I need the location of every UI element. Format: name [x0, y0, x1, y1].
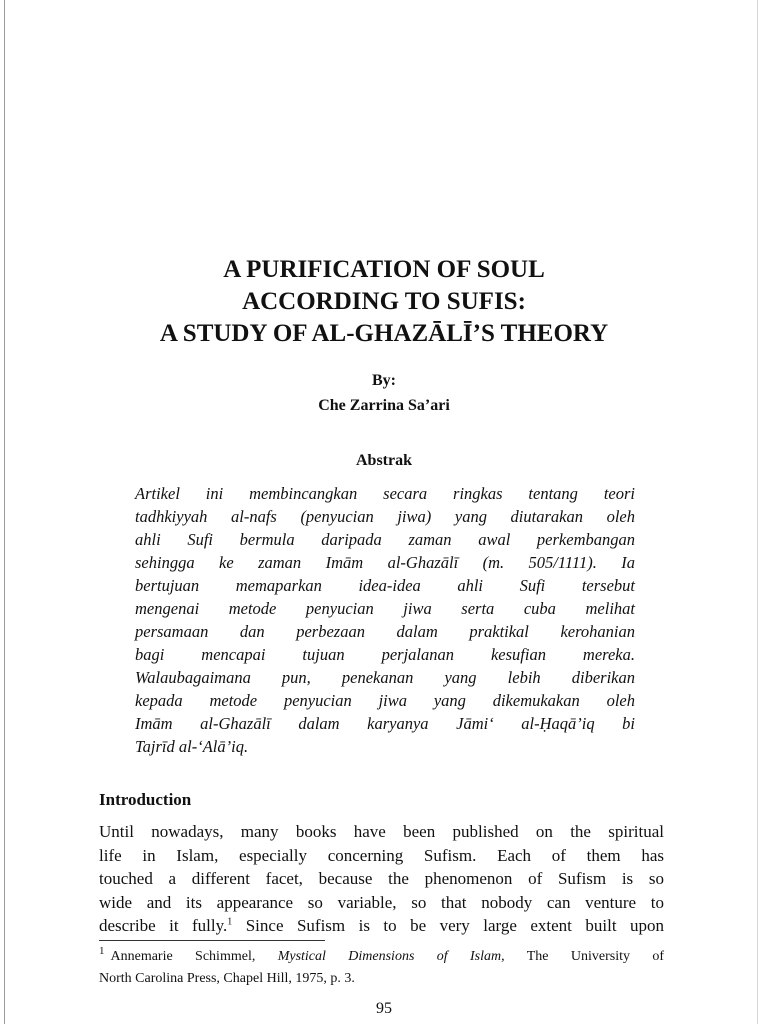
title-line: A STUDY OF AL-GHAZĀLĪ’S THEORY: [159, 320, 609, 347]
intro-line: Until nowadays, many books have been published on the spiritual: [99, 822, 664, 841]
abstract-line: mengenai metode penyucian jiwa serta cuba melihat: [135, 599, 635, 618]
abstract-line: bagi mencapai tujuan perjalanan kesufian mereka.: [135, 645, 635, 664]
abstract-line: tadhkiyyah al-nafs (penyucian jiwa) yang diutarakan oleh: [135, 507, 635, 526]
abstract-body: [135, 482, 635, 758]
abstract-line: Artikel ini membincangkan secara ringkas tentang teori: [135, 484, 635, 503]
footnote-line: North Carolina Press, Chapel Hill, 1975, p. 3.: [99, 971, 355, 986]
intro-line: wide and its appearance so variable, so that nobody can venture to: [99, 892, 664, 912]
footnote-book-title: Mystical Dimensions of Islam: [277, 949, 502, 964]
abstract-line: sehingga ke zaman Imām al-Ghazālī (m. 505/1111). Ia: [135, 553, 635, 572]
footnote-author: Annemarie Schimmel,: [110, 949, 278, 964]
footnote-publisher: , The University of: [501, 949, 664, 964]
intro-line-text: Since Sufism is to be very large extent built upon: [232, 916, 664, 935]
intro-line: touched a different facet, because the phenomenon of Sufism is so: [99, 869, 664, 888]
abstract-line: ahli Sufi bermula daripada zaman awal perkembangan: [135, 530, 635, 549]
abstract-heading: Abstrak: [355, 452, 412, 469]
article-title: [0, 254, 768, 350]
page-edge-left: [4, 0, 5, 1024]
abstract-line: persamaan dan perbezaan dalam praktikal kerohanian: [135, 622, 635, 641]
abstract-line: Walaubagaimana pun, penekanan yang lebih diberikan: [135, 668, 635, 687]
footnote: [99, 946, 664, 990]
page-edge-right: [757, 0, 758, 1024]
abstract-line: Tajrīd al-‘Alā’iq.: [135, 737, 249, 756]
by-label: By:: [372, 372, 396, 389]
introduction-body: [99, 820, 664, 938]
footnote-marker: 1: [99, 945, 105, 958]
title-line: A PURIFICATION OF SOUL: [223, 256, 545, 283]
intro-line: [99, 914, 664, 938]
introduction-heading: Introduction: [99, 790, 192, 809]
footnote-divider: [99, 940, 325, 941]
intro-line: life in Islam, especially concerning Sufism. Each of them has: [99, 845, 664, 865]
intro-line-text: describe it fully.: [99, 916, 228, 935]
abstract-line: bertujuan memaparkan idea-idea ahli Sufi tersebut: [135, 576, 635, 595]
abstract-line: Imām al-Ghazālī dalam karyanya Jāmi‘ al-Ḥaqā’iq bi: [135, 714, 635, 733]
title-line: ACCORDING TO SUFIS:: [242, 288, 526, 315]
author-name: Che Zarrina Sa’ari: [318, 397, 450, 414]
abstract-line: kepada metode penyucian jiwa yang dikemukakan oleh: [135, 691, 635, 710]
footnote-line: [99, 946, 664, 968]
page-number: 95: [376, 1000, 392, 1017]
footnote-reference[interactable]: 1: [227, 916, 233, 928]
